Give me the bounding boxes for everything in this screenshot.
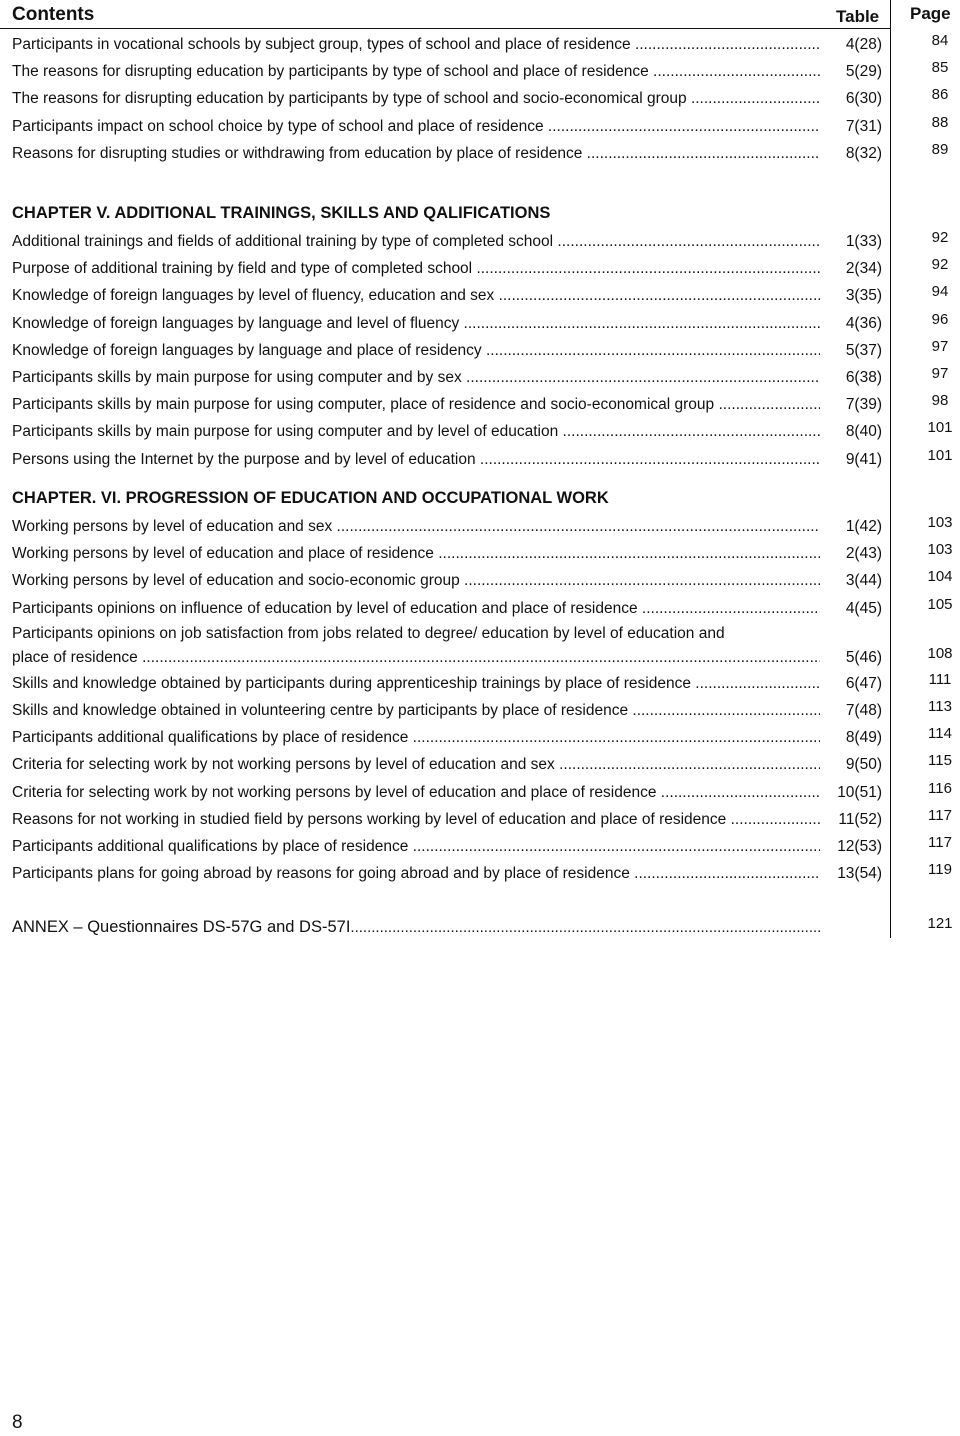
toc-entry-label: Persons using the Internet by the purpose and by level of education ..... (12, 446, 820, 473)
toc-page-number: 104 (927, 568, 953, 586)
toc-row[interactable] (12, 364, 949, 391)
contents-title: Contents (12, 4, 95, 25)
toc-page-number: 113 (928, 697, 952, 715)
toc-row[interactable] (12, 337, 949, 364)
chapter5-rows (12, 228, 953, 473)
toc-row[interactable] (12, 540, 953, 567)
toc-table-number: 5(37) (845, 341, 882, 359)
toc-row[interactable] (12, 724, 952, 751)
toc-entry-label: Criteria for selecting work by not working persons by level of education and place of residence ..... (12, 779, 820, 806)
chapter6-section (12, 484, 953, 887)
toc-page-number: 108 (927, 644, 953, 662)
toc-entry-label: Skills and knowledge obtained by participants during apprenticeship trainings by place of residence ..... (12, 670, 820, 697)
toc-table-number: 7(39) (845, 396, 882, 414)
toc-row[interactable] (12, 58, 949, 85)
toc-entry-label: The reasons for disrupting education by participants by type of school and socio-economical group ..... (12, 85, 820, 112)
toc-header (0, 0, 960, 29)
toc-row[interactable] (12, 31, 949, 58)
toc-page-number: 89 (931, 140, 949, 158)
toc-page-number: 86 (931, 86, 949, 104)
toc-page-number: 92 (931, 229, 949, 246)
toc-page-number: 84 (931, 32, 949, 49)
toc-entry-label: Working persons by level of education and socio-economic group ..... (12, 567, 820, 594)
toc-page-number: 96 (931, 310, 949, 328)
toc-entry-label: Additional trainings and fields of additional training by type of completed school ..... (12, 228, 820, 255)
toc-row[interactable] (12, 567, 953, 594)
toc-entry-label: Criteria for selecting work by not working persons by level of education and sex ..... (12, 751, 820, 778)
toc-row[interactable] (12, 806, 952, 833)
toc-page-number: 119 (928, 861, 952, 879)
toc-row[interactable] (12, 255, 949, 282)
toc-page-number: 105 (927, 595, 953, 613)
annex-row[interactable] (12, 914, 953, 941)
toc-row[interactable] (12, 228, 949, 255)
toc-entry-label: Reasons for not working in studied field by persons working by level of education and place of residence ..... (12, 806, 820, 833)
toc-entry-label: Participants skills by main purpose for using computer and by level of education ..... (12, 418, 820, 445)
toc-row[interactable] (12, 779, 952, 806)
chapter-heading: CHAPTER. VI. PROGRESSION OF EDUCATION AND OCCUPATIONAL WORK (12, 489, 609, 507)
toc-table-number: 1(42) (845, 518, 882, 535)
toc-page-number: 101 (927, 419, 953, 437)
toc-row[interactable] (12, 418, 953, 445)
toc-table-number: 1(33) (845, 233, 882, 250)
toc-row[interactable] (12, 670, 952, 697)
toc-table-number: 6(30) (845, 90, 882, 108)
annex-label: ANNEX – Questionnaires DS-57G and DS-57I ..... (12, 914, 820, 941)
toc-table-number: 10(51) (837, 783, 882, 801)
footer-page-number: 8 (12, 1412, 23, 1433)
toc-table-number: 3(44) (845, 572, 882, 590)
toc-row[interactable] (12, 513, 953, 540)
toc-table-number: 8(40) (845, 423, 882, 441)
toc-entry-label: Working persons by level of education and place of residence ..... (12, 540, 820, 567)
toc-row[interactable] (12, 85, 949, 112)
toc-entry-label: Participants additional qualifications by place of residence ..... (12, 724, 820, 751)
toc-row[interactable] (12, 595, 953, 622)
toc-row[interactable] (12, 140, 949, 167)
chapter-heading: CHAPTER V. ADDITIONAL TRAININGS, SKILLS AND QALIFICATIONS (12, 204, 551, 222)
toc-table-number: 13(54) (837, 865, 882, 883)
toc-page-number: 115 (928, 752, 952, 770)
toc-entry-label: Reasons for disrupting studies or withdrawing from education by place of residence ..... (12, 140, 820, 167)
toc-entry-label: Participants in vocational schools by subject group, types of school and place of residence ..... (12, 31, 820, 58)
toc-table-number: 5(29) (845, 63, 882, 81)
toc-page-number: 117 (928, 833, 952, 851)
intro-section (12, 31, 949, 167)
toc-entry-label: Skills and knowledge obtained in volunteering centre by participants by place of residence ..... (12, 697, 820, 724)
toc-page-number: 103 (927, 514, 953, 531)
toc-entry-label: Knowledge of foreign languages by language and level of fluency ..... (12, 310, 820, 337)
toc-page-number: 92 (931, 256, 949, 274)
toc-table-number: 2(34) (845, 260, 882, 278)
toc-row[interactable] (12, 860, 952, 887)
toc-row[interactable] (12, 282, 949, 309)
toc-entry-label: place of residence ..... (12, 646, 820, 670)
toc-page-number: 97 (931, 364, 949, 382)
toc-row[interactable] (12, 622, 953, 670)
toc-page-number: 114 (928, 725, 952, 743)
chapter5-section (12, 199, 953, 473)
toc-table-number: 9(41) (845, 450, 882, 468)
toc-row[interactable] (12, 446, 953, 473)
toc-page-number: 101 (927, 446, 953, 464)
toc-entry-label: The reasons for disrupting education by participants by type of school and place of residence ..... (12, 58, 820, 85)
chapter6-rows-a (12, 513, 953, 622)
chapter6-rows-b (12, 670, 952, 888)
toc-table-number: 7(31) (845, 117, 882, 135)
toc-table-number: 5(46) (845, 648, 882, 666)
page-column-divider (890, 0, 891, 938)
toc-table-number: 6(38) (845, 368, 882, 386)
toc-entry-label: Knowledge of foreign languages by level of fluency, education and sex ..... (12, 282, 820, 309)
toc-table-number: 11(52) (838, 810, 882, 828)
toc-table-number: 12(53) (837, 837, 882, 855)
toc-page-number: 85 (931, 59, 949, 77)
toc-row[interactable] (12, 391, 949, 418)
toc-row[interactable] (12, 697, 952, 724)
toc-page-number: 97 (931, 337, 949, 355)
page-column-label: Page (910, 4, 951, 23)
toc-entry-label: Knowledge of foreign languages by language and place of residency ..... (12, 337, 820, 364)
toc-entry-label: Participants opinions on influence of education by level of education and place of residence ..... (12, 595, 820, 622)
toc-table-number: 8(32) (845, 144, 882, 162)
toc-page-number: 117 (928, 806, 952, 824)
toc-entry-label: Participants impact on school choice by type of school and place of residence ..... (12, 113, 820, 140)
toc-page-number: 88 (931, 113, 949, 131)
toc-page-number: 103 (927, 541, 953, 559)
toc-row[interactable] (12, 833, 952, 860)
toc-entry-label: Participants skills by main purpose for using computer and by sex ..... (12, 364, 820, 391)
toc-entry-label: Participants additional qualifications by place of residence ..... (12, 833, 820, 860)
toc-table-number: 8(49) (845, 729, 882, 747)
toc-entry-label: Working persons by level of education and sex ..... (12, 513, 820, 540)
toc-page-number: 94 (931, 283, 949, 301)
toc-row[interactable] (12, 310, 949, 337)
toc-table-number: 3(35) (845, 287, 882, 305)
toc-row[interactable] (12, 751, 952, 778)
header-divider (0, 28, 891, 29)
toc-table-number: 2(43) (845, 545, 882, 563)
toc-page-number: 98 (931, 392, 949, 410)
annex-page-number: 121 (927, 915, 953, 932)
toc-table-number: 4(45) (845, 599, 882, 617)
toc-table-number: 9(50) (845, 756, 882, 774)
toc-page-number: 111 (928, 670, 952, 688)
toc-entry-label: Participants plans for going abroad by reasons for going abroad and by place of residence ..... (12, 860, 820, 887)
toc-entry-label-line1: Participants opinions on job satisfaction from jobs related to degree/ education by level of education and (12, 624, 725, 642)
toc-table-number: 4(28) (845, 36, 882, 53)
toc-table-number: 7(48) (845, 701, 882, 719)
toc-row[interactable] (12, 113, 949, 140)
table-column-label: Table (836, 7, 880, 26)
toc-table-number: 4(36) (845, 314, 882, 332)
toc-entry-label: Purpose of additional training by field and type of completed school ..... (12, 255, 820, 282)
toc-entry-label: Participants skills by main purpose for using computer, place of residence and socio-economical group ..... (12, 391, 820, 418)
toc-page-number: 116 (928, 779, 952, 797)
toc-table-number: 6(47) (845, 674, 882, 692)
